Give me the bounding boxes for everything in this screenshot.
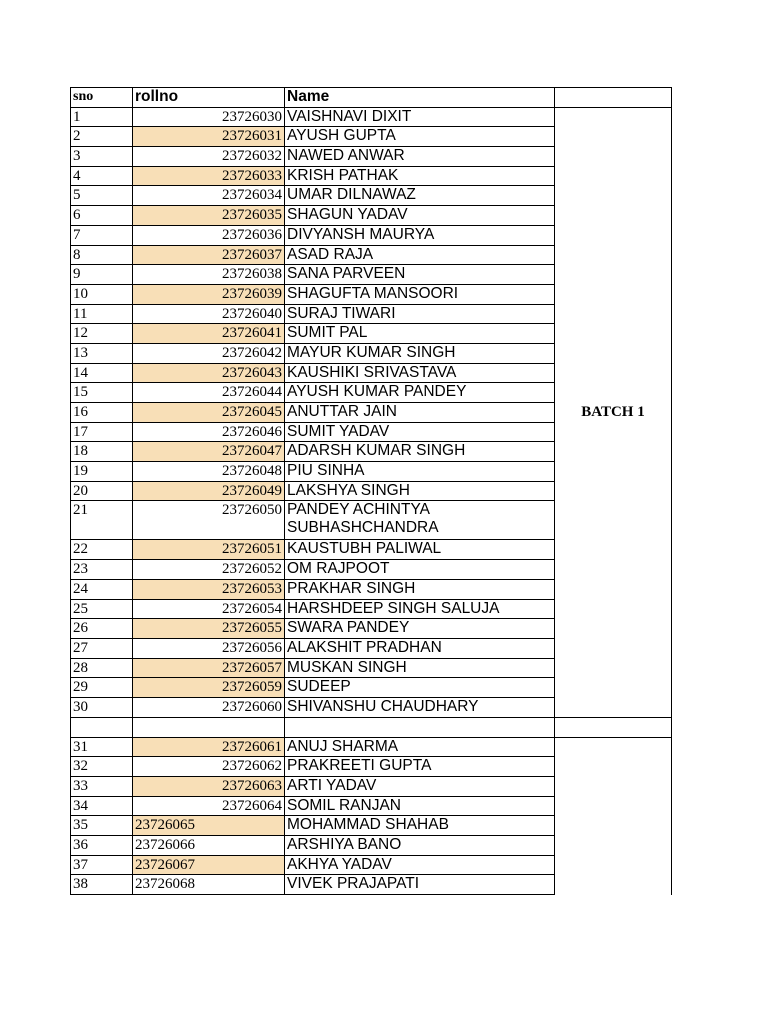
- cell-rollno: 23726059: [133, 678, 285, 698]
- cell-sno: 26: [71, 619, 133, 639]
- cell-rollno: 23726057: [133, 658, 285, 678]
- cell-name: ANUJ SHARMA: [285, 737, 555, 757]
- cell-sno: 4: [71, 166, 133, 186]
- cell-sno: 9: [71, 265, 133, 285]
- cell-rollno: 23726038: [133, 265, 285, 285]
- empty-cell: [285, 717, 555, 737]
- cell-rollno: 23726064: [133, 796, 285, 816]
- cell-sno: 31: [71, 737, 133, 757]
- cell-name: ARSHIYA BANO: [285, 836, 555, 856]
- cell-sno: 38: [71, 875, 133, 895]
- cell-sno: 24: [71, 579, 133, 599]
- cell-name: UMAR DILNAWAZ: [285, 186, 555, 206]
- cell-sno: 35: [71, 816, 133, 836]
- cell-sno: 25: [71, 599, 133, 619]
- cell-name: HARSHDEEP SINGH SALUJA: [285, 599, 555, 619]
- cell-sno: 3: [71, 147, 133, 167]
- cell-name: ANUTTAR JAIN: [285, 403, 555, 423]
- cell-sno: 12: [71, 324, 133, 344]
- cell-name: AYUSH GUPTA: [285, 127, 555, 147]
- cell-rollno: 23726065: [133, 816, 285, 836]
- cell-rollno: 23726045: [133, 403, 285, 423]
- cell-rollno: 23726048: [133, 462, 285, 482]
- cell-name: AYUSH KUMAR PANDEY: [285, 383, 555, 403]
- cell-rollno: 23726044: [133, 383, 285, 403]
- cell-rollno: 23726037: [133, 245, 285, 265]
- batch-cell-empty: [555, 737, 672, 895]
- cell-name: PRAKHAR SINGH: [285, 579, 555, 599]
- cell-name: SWARA PANDEY: [285, 619, 555, 639]
- cell-name: OM RAJPOOT: [285, 560, 555, 580]
- cell-name: SHAGUFTA MANSOORI: [285, 284, 555, 304]
- cell-rollno: 23726049: [133, 481, 285, 501]
- cell-rollno: 23726034: [133, 186, 285, 206]
- cell-sno: 11: [71, 304, 133, 324]
- cell-rollno: 23726060: [133, 697, 285, 717]
- empty-cell: [71, 717, 133, 737]
- cell-sno: 10: [71, 284, 133, 304]
- cell-sno: 18: [71, 442, 133, 462]
- cell-rollno: 23726056: [133, 638, 285, 658]
- header-sno: sno: [71, 88, 133, 108]
- header-rollno: rollno: [133, 88, 285, 108]
- cell-name: AKHYA YADAV: [285, 855, 555, 875]
- cell-name: MUSKAN SINGH: [285, 658, 555, 678]
- cell-sno: 27: [71, 638, 133, 658]
- cell-name: KAUSTUBH PALIWAL: [285, 540, 555, 560]
- cell-sno: 37: [71, 855, 133, 875]
- cell-rollno: 23726046: [133, 422, 285, 442]
- cell-name: KAUSHIKI SRIVASTAVA: [285, 363, 555, 383]
- cell-name: SUDEEP: [285, 678, 555, 698]
- header-name: Name: [285, 88, 555, 108]
- cell-name: LAKSHYA SINGH: [285, 481, 555, 501]
- cell-sno: 20: [71, 481, 133, 501]
- student-roster-table: [70, 87, 672, 895]
- cell-sno: 33: [71, 777, 133, 797]
- cell-sno: 30: [71, 697, 133, 717]
- cell-rollno: 23726055: [133, 619, 285, 639]
- separator-row: [71, 717, 672, 737]
- cell-name: SANA PARVEEN: [285, 265, 555, 285]
- cell-sno: 19: [71, 462, 133, 482]
- cell-name: SUMIT PAL: [285, 324, 555, 344]
- cell-name: SHIVANSHU CHAUDHARY: [285, 697, 555, 717]
- cell-name: SOMIL RANJAN: [285, 796, 555, 816]
- cell-rollno: 23726033: [133, 166, 285, 186]
- cell-rollno: 23726032: [133, 147, 285, 167]
- cell-rollno: 23726050: [133, 501, 285, 540]
- cell-sno: 8: [71, 245, 133, 265]
- table-row: [71, 107, 672, 127]
- cell-sno: 36: [71, 836, 133, 856]
- cell-sno: 1: [71, 107, 133, 127]
- cell-rollno: 23726039: [133, 284, 285, 304]
- cell-name: ARTI YADAV: [285, 777, 555, 797]
- cell-sno: 14: [71, 363, 133, 383]
- cell-rollno: 23726042: [133, 343, 285, 363]
- cell-rollno: 23726062: [133, 757, 285, 777]
- cell-rollno: 23726035: [133, 206, 285, 226]
- cell-rollno: 23726061: [133, 737, 285, 757]
- cell-name: SHAGUN YADAV: [285, 206, 555, 226]
- header-batch: [555, 88, 672, 108]
- batch-label: BATCH 1: [555, 107, 672, 717]
- cell-sno: 2: [71, 127, 133, 147]
- cell-sno: 23: [71, 560, 133, 580]
- cell-sno: 32: [71, 757, 133, 777]
- empty-cell: [555, 717, 672, 737]
- cell-name: VAISHNAVI DIXIT: [285, 107, 555, 127]
- cell-rollno: 23726068: [133, 875, 285, 895]
- cell-name: ASAD RAJA: [285, 245, 555, 265]
- cell-rollno: 23726066: [133, 836, 285, 856]
- cell-name: PRAKREETI GUPTA: [285, 757, 555, 777]
- cell-name: PIU SINHA: [285, 462, 555, 482]
- cell-sno: 17: [71, 422, 133, 442]
- cell-rollno: 23726030: [133, 107, 285, 127]
- cell-sno: 34: [71, 796, 133, 816]
- cell-rollno: 23726041: [133, 324, 285, 344]
- table-row: [71, 737, 672, 757]
- cell-sno: 13: [71, 343, 133, 363]
- cell-name: PANDEY ACHINTYA SUBHASHCHANDRA: [285, 501, 555, 540]
- cell-name: MAYUR KUMAR SINGH: [285, 343, 555, 363]
- cell-rollno: 23726054: [133, 599, 285, 619]
- cell-rollno: 23726043: [133, 363, 285, 383]
- cell-name: MOHAMMAD SHAHAB: [285, 816, 555, 836]
- cell-rollno: 23726051: [133, 540, 285, 560]
- cell-rollno: 23726067: [133, 855, 285, 875]
- cell-name: ADARSH KUMAR SINGH: [285, 442, 555, 462]
- cell-sno: 21: [71, 501, 133, 540]
- header-row: [71, 88, 672, 108]
- cell-sno: 28: [71, 658, 133, 678]
- cell-name: DIVYANSH MAURYA: [285, 225, 555, 245]
- cell-name: SUMIT YADAV: [285, 422, 555, 442]
- cell-sno: 15: [71, 383, 133, 403]
- cell-name: KRISH PATHAK: [285, 166, 555, 186]
- cell-sno: 16: [71, 403, 133, 423]
- cell-sno: 5: [71, 186, 133, 206]
- cell-rollno: 23726053: [133, 579, 285, 599]
- cell-sno: 6: [71, 206, 133, 226]
- cell-name: VIVEK PRAJAPATI: [285, 875, 555, 895]
- cell-name: NAWED ANWAR: [285, 147, 555, 167]
- cell-sno: 22: [71, 540, 133, 560]
- cell-sno: 29: [71, 678, 133, 698]
- empty-cell: [133, 717, 285, 737]
- cell-rollno: 23726040: [133, 304, 285, 324]
- cell-rollno: 23726047: [133, 442, 285, 462]
- cell-sno: 7: [71, 225, 133, 245]
- cell-rollno: 23726036: [133, 225, 285, 245]
- cell-name: SURAJ TIWARI: [285, 304, 555, 324]
- cell-rollno: 23726052: [133, 560, 285, 580]
- cell-rollno: 23726031: [133, 127, 285, 147]
- cell-rollno: 23726063: [133, 777, 285, 797]
- cell-name: ALAKSHIT PRADHAN: [285, 638, 555, 658]
